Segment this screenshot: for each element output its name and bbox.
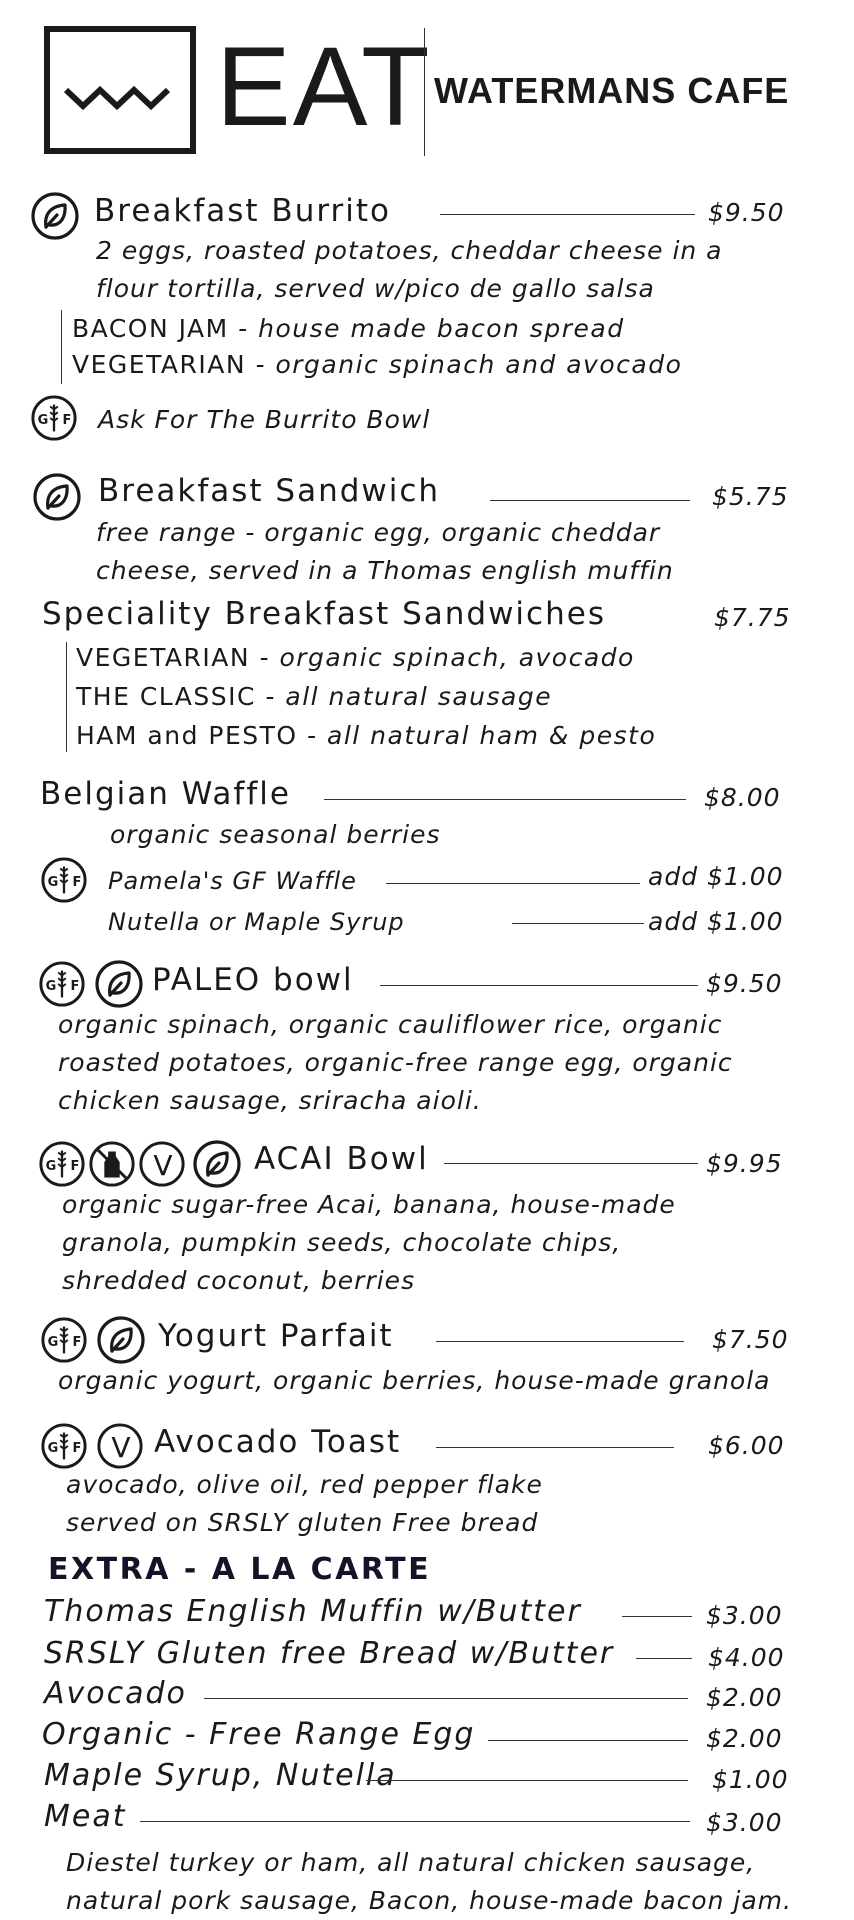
waffle-price: $8.00 — [704, 783, 781, 812]
header-divider — [424, 28, 425, 156]
waffle-addon-price: add $1.00 — [648, 862, 784, 891]
extra-item-name: Maple Syrup, Nutella — [44, 1758, 397, 1793]
extra-item-price: $4.00 — [708, 1643, 785, 1672]
waffle-addon-leader — [512, 923, 644, 924]
svg-text:G: G — [47, 1441, 59, 1456]
speciality-options-bar — [66, 642, 67, 752]
acai-price: $9.95 — [706, 1149, 783, 1178]
organic-leaf-icon — [192, 1139, 242, 1189]
extra-item-price: $3.00 — [706, 1601, 783, 1630]
speciality-name: Speciality Breakfast Sandwiches — [42, 596, 606, 632]
gluten-free-icon — [38, 1140, 86, 1188]
avocado-price: $6.00 — [708, 1431, 785, 1460]
paleo-name: PALEO bowl — [152, 962, 354, 998]
burrito-price: $9.50 — [708, 198, 785, 227]
speciality-option: VEGETARIAN - organic spinach, avocado — [76, 643, 635, 672]
vegan-icon — [96, 1422, 144, 1470]
burrito-option: BACON JAM - house made bacon spread — [72, 314, 625, 343]
speciality-option: THE CLASSIC - all natural sausage — [76, 682, 553, 711]
svg-text:G: G — [45, 979, 57, 994]
waffle-addon-name: Pamela's GF Waffle — [108, 867, 357, 895]
avocado-name: Avocado Toast — [154, 1424, 402, 1460]
extra-item-price: $3.00 — [706, 1808, 783, 1837]
svg-text:G: G — [45, 1159, 57, 1174]
organic-leaf-icon — [30, 191, 80, 241]
organic-leaf-icon — [94, 959, 144, 1009]
paleo-desc-3: chicken sausage, sriracha aioli. — [58, 1086, 482, 1115]
extra-item-name: Avocado — [44, 1676, 187, 1711]
organic-leaf-icon — [32, 472, 82, 522]
svg-text:G: G — [37, 413, 49, 428]
burrito-option: VEGETARIAN - organic spinach and avocado — [72, 350, 683, 379]
svg-text:G: G — [47, 1335, 59, 1350]
extra-item-name: SRSLY Gluten free Bread w/Butter — [44, 1636, 615, 1671]
waffle-addon-price: add $1.00 — [648, 907, 784, 936]
eat-title: EAT — [216, 24, 432, 149]
burrito-options-bar — [61, 310, 62, 384]
svg-text:F: F — [62, 413, 72, 428]
waffle-name: Belgian Waffle — [40, 776, 291, 812]
speciality-price: $7.75 — [714, 603, 791, 632]
acai-desc-2: granola, pumpkin seeds, chocolate chips, — [62, 1228, 622, 1257]
extra-item-leader — [622, 1616, 692, 1617]
burrito-desc-2: flour tortilla, served w/pico de gallo salsa — [96, 274, 655, 303]
svg-text:F: F — [72, 875, 82, 890]
organic-leaf-icon — [96, 1315, 146, 1365]
extra-item-price: $2.00 — [706, 1724, 783, 1753]
yogurt-name: Yogurt Parfait — [158, 1318, 394, 1354]
svg-text:F: F — [70, 1159, 80, 1174]
acai-leader — [444, 1163, 698, 1164]
meat-desc-2: natural pork sausage, Bacon, house-made bacon jam. — [66, 1886, 792, 1915]
gluten-free-icon — [40, 856, 88, 904]
svg-text:F: F — [70, 979, 80, 994]
burrito-leader — [440, 214, 695, 215]
paleo-desc-2: roasted potatoes, organic-free range egg, organic — [58, 1048, 733, 1077]
gluten-free-icon — [40, 1422, 88, 1470]
burrito-gf-note: Ask For The Burrito Bowl — [98, 405, 431, 434]
paleo-desc-1: organic spinach, organic cauliflower rice, organic — [58, 1010, 723, 1039]
extra-item-name: Organic - Free Range Egg — [42, 1717, 476, 1752]
burrito-name: Breakfast Burrito — [94, 193, 392, 229]
sandwich-name: Breakfast Sandwich — [98, 473, 441, 509]
paleo-price: $9.50 — [706, 969, 783, 998]
paleo-leader — [380, 985, 698, 986]
yogurt-leader — [436, 1341, 684, 1342]
gluten-free-icon — [30, 394, 78, 442]
extra-item-leader — [636, 1658, 692, 1659]
extra-item-leader — [366, 1780, 688, 1781]
logo — [44, 26, 196, 154]
svg-text:V: V — [111, 1431, 131, 1464]
acai-desc-3: shredded coconut, berries — [62, 1266, 416, 1295]
cafe-name: WATERMANS CAFE — [434, 70, 790, 111]
waffle-leader — [324, 799, 686, 800]
sandwich-desc-2: cheese, served in a Thomas english muffin — [96, 556, 674, 585]
extra-item-price: $1.00 — [712, 1765, 789, 1794]
svg-text:V: V — [153, 1149, 173, 1182]
gluten-free-icon — [40, 1316, 88, 1364]
extra-item-price: $2.00 — [706, 1683, 783, 1712]
yogurt-desc: organic yogurt, organic berries, house-made granola — [58, 1366, 771, 1395]
sandwich-leader — [490, 500, 690, 501]
acai-name: ACAI Bowl — [254, 1141, 429, 1177]
acai-desc-1: organic sugar-free Acai, banana, house-made — [62, 1190, 676, 1219]
gluten-free-icon — [38, 960, 86, 1008]
waffle-addon-leader — [386, 883, 640, 884]
waffle-addon-name: Nutella or Maple Syrup — [108, 908, 405, 936]
svg-text:F: F — [72, 1441, 82, 1456]
extras-heading: EXTRA - A LA CARTE — [48, 1552, 432, 1587]
meat-desc-1: Diestel turkey or ham, all natural chicken sausage, — [66, 1848, 756, 1877]
yogurt-price: $7.50 — [712, 1325, 789, 1354]
extra-item-leader — [488, 1740, 688, 1741]
extra-item-name: Thomas English Muffin w/Butter — [44, 1594, 582, 1629]
avocado-desc-2: served on SRSLY gluten Free bread — [66, 1508, 539, 1537]
avocado-desc-1: avocado, olive oil, red pepper flake — [66, 1470, 543, 1499]
extra-item-leader — [140, 1821, 690, 1822]
speciality-option: HAM and PESTO - all natural ham & pesto — [76, 721, 657, 750]
no-dairy-icon — [88, 1140, 136, 1188]
sandwich-desc-1: free range - organic egg, organic cheddar — [96, 518, 661, 547]
sandwich-price: $5.75 — [712, 482, 789, 511]
svg-text:F: F — [72, 1335, 82, 1350]
vegan-icon — [138, 1140, 186, 1188]
waffle-desc: organic seasonal berries — [110, 820, 441, 849]
extra-item-name: Meat — [44, 1799, 127, 1834]
avocado-leader — [436, 1447, 674, 1448]
svg-text:G: G — [47, 875, 59, 890]
burrito-desc-1: 2 eggs, roasted potatoes, cheddar cheese in a — [96, 236, 723, 265]
extra-item-leader — [204, 1698, 688, 1699]
